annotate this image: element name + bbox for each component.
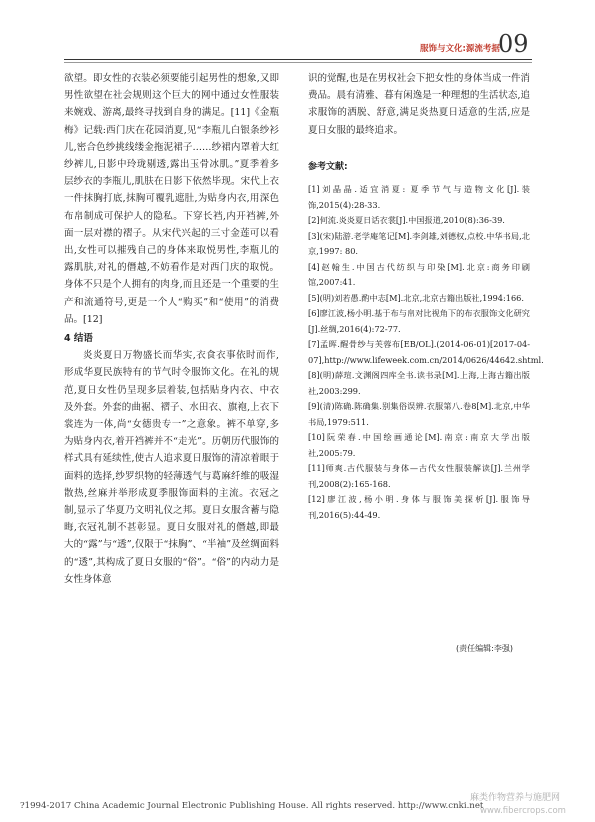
reference-item: [8](明)薛瑄.文渊阁四库全书.读书录[M].上海,上海古籍出版社,2003:299.	[308, 370, 530, 396]
reference-item: [3](宋)陆游.老学庵笔记[M].李剑雄,刘德权,点校.中华书局,北京,1997: 80.	[308, 230, 530, 257]
header-rule	[64, 59, 532, 60]
header-rule-thin	[64, 62, 532, 63]
watermark-url: www.fibercrops.com	[480, 806, 566, 816]
reference-list	[308, 182, 544, 523]
references-title: 参考文献:	[308, 161, 348, 172]
reference-item: [10]阮荣春.中国绘画通论[M].南京:南京大学出版社,2005:79.	[308, 432, 530, 458]
reference-item: [7]孟晖.醒骨纱与芙蓉布[EB/OL].(2014-06-01)[2017-04-07],http://www.lifeweek.com.cn/2014/0626/44642.shtml.	[308, 339, 544, 365]
reference-item: [12]廖江波,杨小明.身体与服饰美探析[J].服饰导刊,2016(5):44-49.	[308, 494, 530, 520]
page-number: 09	[498, 30, 529, 58]
section-title: 服饰与文化:源流考据	[420, 44, 500, 54]
body-paragraph: 炎炎夏日万物盛长而华实,衣食衣事依时而作,形成华夏民族特有的节气时令服饰文化。在礼的规范,夏日女性仍呈现多层着装,包括贴身内衣、中衣及外套。外套的曲裾、褶子、水田衣、旗袍,上衣下裳连为一体,尚“女德贵专一”之意象。裤不单穿,多为贴身内衣,着开裆裤并不“走光”。历朝历代服饰的样式具有延续性,使古人追求夏日服饰的清凉着眼于面料的选择,纱罗织物的轻薄透气与葛麻纤维的吸湿散热,丝麻并举形成夏季服饰面料的主流。衣冠之制,显示了华夏乃文明礼仪之邦。夏日女服含蓄与隐晦,衣冠礼制不甚彰显。夏日女服对礼的僭越,即最大的“露”与“透”,仅限于“抹胸”、“半袖”及丝绸面料的“透”,其构成了夏日女服的“俗”。“俗”的内动力是女性身体意	[64, 350, 279, 585]
body-paragraph: 欲望。即女性的衣装必须要能引起男性的想象,又即男性欲望在社会规则这个巨大的网中通过女性服装来婉戏、游离,最终寻找到自身的满足。[11]《金瓶梅》记载:西门庆在花园消夏,见“李瓶儿白银条纱衫儿,密合色纱挑线缕金拖泥裙子……纱裙内罩着大红纱裤儿,日影中玲珑剔透,露出玉骨冰肌。”夏季着多层纱衣的李瓶儿,肌肤在日影下依然毕现。宋代上衣一件抹胸打底,抹胸可覆乳遮肚,为贴身内衣,用深色布帛制成可保护人的隐私。下穿长裆,内开裆裤,外面一层对襟的褶子。从宋代兴起的三寸金莲可以看出,女性可以摧残自己的身体来取悦男性,李瓶儿的露肌肤,对礼的僭越,不妨看作是对西门庆的取悦。身体不只是个人拥有的肉身,而且还是一个重要的生产和流通符号,更是一个人“购买”和“使用”的消费品。[12]	[64, 73, 279, 325]
reference-item: [4]赵翰生.中国古代纺织与印染[M].北京:商务印刷馆,2007:41.	[308, 261, 530, 288]
section-heading: 4 结语	[64, 333, 93, 345]
watermark-text: 麻类作物营养与施肥网	[470, 793, 561, 803]
reference-item: [1]刘晶晶.适宜消夏: 夏季节气与造物文化[J].装饰,2015(4):28-33.	[308, 184, 530, 210]
left-column	[64, 70, 279, 588]
reference-item: [5](明)刘若愚.酌中志[M].北京,北京古籍出版社,1994:166.	[308, 292, 524, 303]
reference-item: [2]何流.炎炎夏日话衣裳[J].中国报道,2010(8):36-39.	[308, 215, 505, 226]
right-column	[308, 70, 544, 523]
reference-item: [9](清)陈确.陈确集.别集俗误辨.衣服第八.卷8[M].北京,中华书局,1979:511.	[308, 401, 530, 427]
copyright-footer: ?1994-2017 China Academic Journal Electronic Publishing House. All rights reserved. http://www.cnki.net	[20, 801, 484, 811]
reference-item: [6]廖江波,杨小明.基于布与帛对比视角下的布衣服饰文化研究[J].丝绸,2016(4):72-77.	[308, 308, 530, 334]
reference-item: [11]师爽.古代服装与身体—古代女性服装解读[J].兰州学刊,2008(2):165-168.	[308, 463, 530, 489]
editor-credit: (责任编辑:李强)	[456, 644, 513, 653]
body-paragraph: 识的觉醒,也是在男权社会下把女性的身体当成一件消费品。晨有清雅、暮有闲逸是一种理想的生活状态,追求服饰的洒脱、舒意,满足炎热夏日适意的生活,应是夏日女服的最终追求。	[308, 73, 530, 136]
